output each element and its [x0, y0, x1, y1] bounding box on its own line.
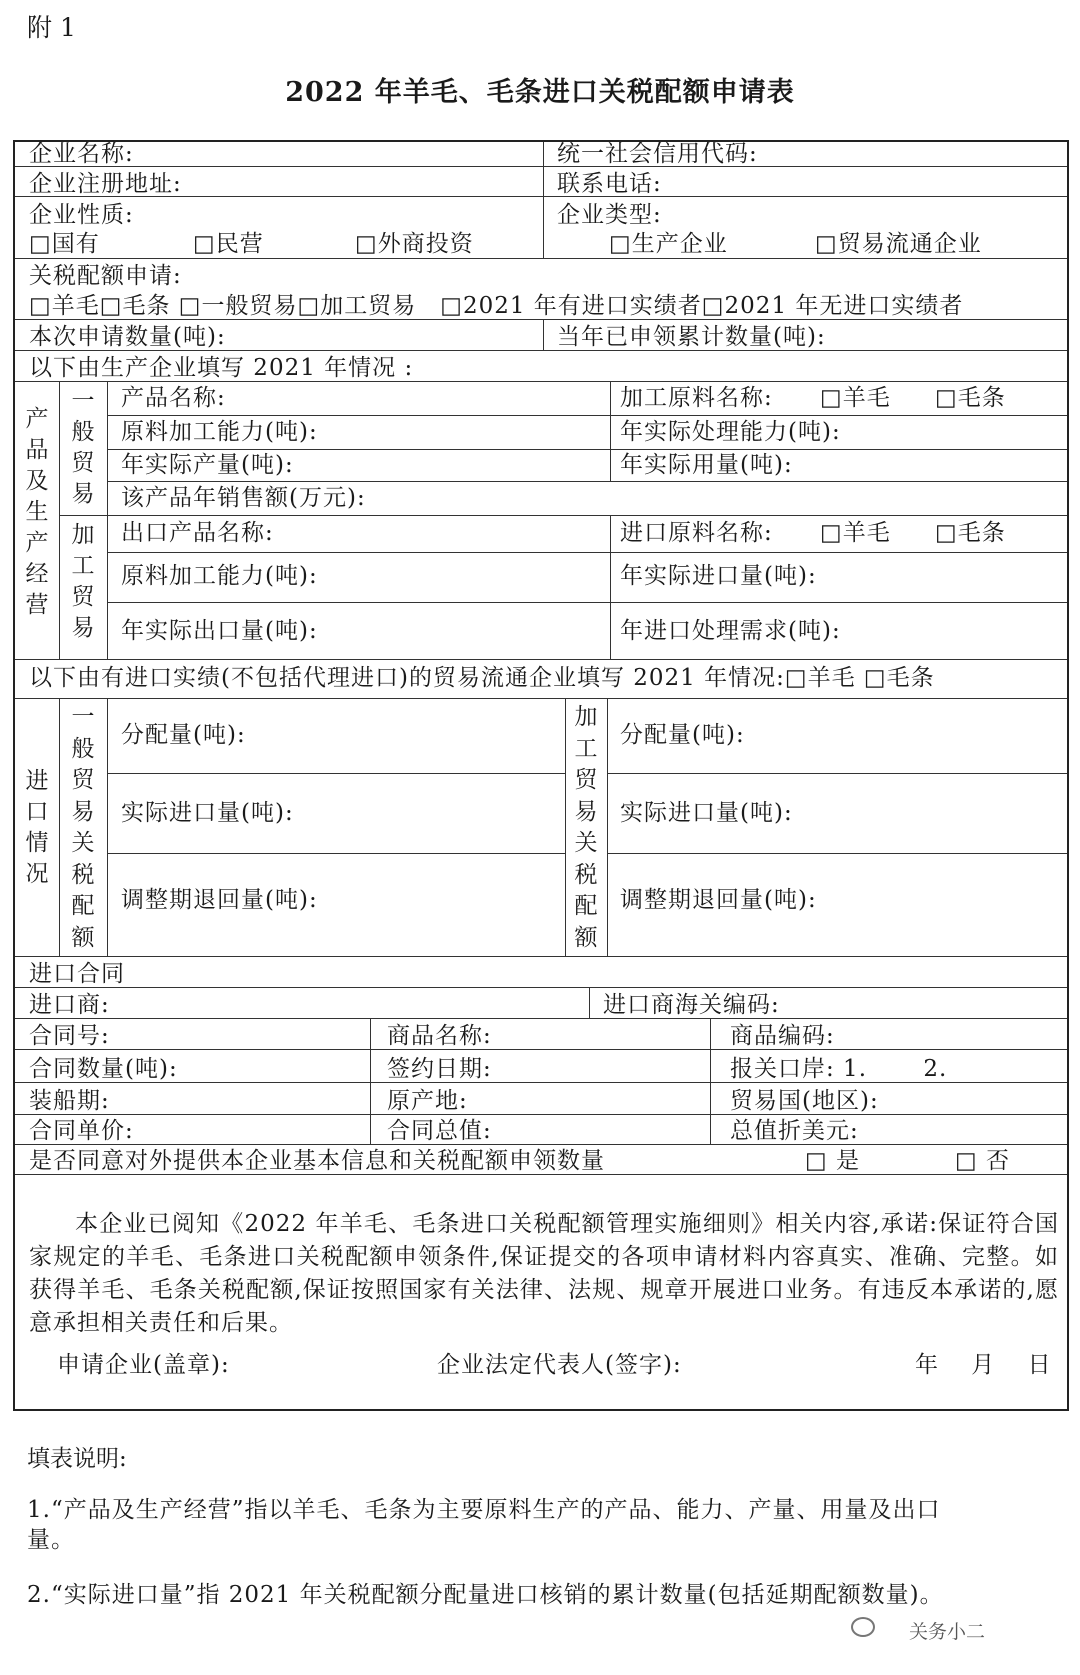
contract-section-label: 进口合同	[29, 961, 125, 987]
shipping-label: 装船期:	[29, 1088, 110, 1114]
apply-qty-label: 本次申请数量(吨):	[29, 324, 226, 350]
processing-trade-label: 加工贸易	[71, 522, 95, 641]
contract-product-code-label: 商品编码:	[730, 1023, 835, 1049]
row-line	[107, 552, 1067, 553]
import-material-opt-top[interactable]: □毛条	[935, 520, 1006, 546]
credit-code-label: 统一社会信用代码:	[557, 141, 758, 167]
legal-rep-signature-label: 企业法定代表人(签字):	[437, 1352, 682, 1378]
contract-no-label: 合同号:	[29, 1023, 110, 1049]
cumulative-qty-label: 当年已申领累计数量(吨):	[557, 324, 826, 350]
col-line	[565, 698, 566, 956]
product-name-label: 产品名称:	[121, 385, 226, 411]
phone-label: 联系电话:	[557, 171, 662, 197]
row-line	[15, 698, 1067, 699]
row-line	[15, 1114, 1067, 1115]
annual-processing-capacity-label: 年实际处理能力(吨):	[620, 419, 841, 445]
row-line	[15, 1174, 1067, 1175]
material-opt-top[interactable]: □毛条	[935, 385, 1006, 411]
contract-product-name-label: 商品名称:	[387, 1023, 492, 1049]
address-label: 企业注册地址:	[29, 171, 182, 197]
col-line	[710, 1018, 711, 1144]
col-line	[607, 698, 608, 956]
usd-value-label: 总值折美元:	[730, 1118, 859, 1144]
processing-actual-import-label: 实际进口量(吨):	[620, 800, 793, 826]
nature-option-private[interactable]: □民营	[193, 231, 264, 257]
trade-intro: 以下由有进口实绩(不包括代理进口)的贸易流通企业填写 2021 年情况:□羊毛 □毛条	[29, 665, 935, 691]
processing-capacity-2-label: 原料加工能力(吨):	[121, 563, 318, 589]
row-line	[15, 1018, 1067, 1019]
form-title: 2022 年羊毛、毛条进口关税配额申请表	[285, 77, 795, 108]
note-1: 1.“产品及生产经营”指以羊毛、毛条为主要原料生产的产品、能力、产量、用量及出口量。	[27, 1497, 941, 1553]
row-line	[15, 1049, 1067, 1050]
annex-label: 附 1	[27, 13, 76, 42]
row-line	[107, 602, 1067, 603]
consent-question: 是否同意对外提供本企业基本信息和关税配额申领数量	[29, 1148, 605, 1174]
nature-label: 企业性质:	[29, 202, 134, 228]
enterprise-name-label: 企业名称:	[29, 141, 134, 167]
importer-code-label: 进口商海关编码:	[603, 992, 780, 1018]
row-line	[107, 449, 1067, 450]
total-value-label: 合同总值:	[387, 1118, 492, 1144]
production-intro: 以下由生产企业填写 2021 年情况 :	[29, 355, 414, 381]
application-form	[13, 140, 1069, 1411]
col-line	[107, 698, 108, 956]
consent-yes-checkbox[interactable]: □ 是	[805, 1148, 861, 1174]
port-label: 报关口岸: 1. 2.	[730, 1056, 948, 1082]
general-trade-label: 一般贸易	[71, 388, 95, 507]
type-option-production[interactable]: □生产企业	[609, 231, 728, 257]
annual-usage-label: 年实际用量(吨):	[620, 452, 793, 478]
processing-capacity-label: 原料加工能力(吨):	[121, 419, 318, 445]
general-actual-import-label: 实际进口量(吨):	[121, 800, 294, 826]
signature-date: 年 月 日	[915, 1352, 1052, 1378]
col-line	[370, 1018, 371, 1144]
row-line	[107, 853, 565, 854]
row-line	[15, 166, 1067, 167]
row-line	[15, 1082, 1067, 1083]
note-2: 2.“实际进口量”指 2021 年关税配额分配量进口核销的累计数量(包括延期配额数量)。	[27, 1582, 944, 1608]
watermark-text: 关务小二	[908, 1621, 985, 1643]
col-line	[543, 319, 544, 350]
col-line	[589, 987, 590, 1018]
general-returned-label: 调整期退回量(吨):	[121, 887, 318, 913]
general-allocation-label: 分配量(吨):	[121, 722, 246, 748]
quota-options[interactable]: □羊毛□毛条 □一般贸易□加工贸易 □2021 年有进口实绩者□2021 年无进口实绩者	[29, 293, 964, 319]
row-line	[107, 481, 1067, 482]
import-side-label: 进口情况	[25, 768, 49, 887]
processing-returned-label: 调整期退回量(吨):	[620, 887, 817, 913]
annual-output-label: 年实际产量(吨):	[121, 452, 294, 478]
production-side-label: 产品及生产经营	[25, 406, 49, 618]
col-line	[543, 142, 544, 258]
type-label: 企业类型:	[557, 202, 662, 228]
import-material-name-label: 进口原料名称:	[620, 520, 773, 546]
unit-price-label: 合同单价:	[29, 1118, 134, 1144]
material-opt-wool[interactable]: □羊毛	[820, 385, 891, 411]
row-line	[15, 987, 1067, 988]
row-line	[15, 258, 1067, 259]
processing-allocation-label: 分配量(吨):	[620, 722, 745, 748]
col-line	[610, 381, 611, 481]
export-product-name-label: 出口产品名称:	[121, 520, 274, 546]
quota-label: 关税配额申请:	[29, 263, 182, 289]
annual-import-demand-label: 年进口处理需求(吨):	[620, 618, 841, 644]
row-line	[607, 773, 1067, 774]
processing-quota-label: 加工贸易关税配额	[574, 704, 598, 951]
import-material-opt-wool[interactable]: □羊毛	[820, 520, 891, 546]
row-line	[15, 659, 1067, 660]
row-line	[15, 956, 1067, 957]
row-line	[15, 1144, 1067, 1145]
contract-quantity-label: 合同数量(吨):	[29, 1056, 178, 1082]
material-name-label: 加工原料名称:	[620, 385, 773, 411]
annual-sales-label: 该产品年销售额(万元):	[121, 485, 366, 511]
row-line	[15, 381, 1067, 382]
annual-import-label: 年实际进口量(吨):	[620, 563, 817, 589]
row-line	[107, 773, 565, 774]
wechat-icon	[851, 1617, 875, 1637]
annual-export-label: 年实际出口量(吨):	[121, 618, 318, 644]
row-line	[607, 853, 1067, 854]
row-line	[59, 515, 1067, 516]
col-line	[59, 698, 60, 956]
col-line	[610, 515, 611, 659]
applicant-seal-label: 申请企业(盖章):	[57, 1352, 230, 1378]
origin-label: 原产地:	[387, 1088, 468, 1114]
type-option-trade[interactable]: □贸易流通企业	[815, 231, 982, 257]
row-line	[15, 350, 1067, 351]
importer-label: 进口商:	[29, 992, 110, 1018]
notes-heading: 填表说明:	[27, 1446, 127, 1472]
general-quota-label: 一般贸易关税配额	[71, 704, 95, 951]
trade-country-label: 贸易国(地区):	[730, 1088, 879, 1114]
sign-date-label: 签约日期:	[387, 1056, 492, 1082]
row-line	[107, 415, 1067, 416]
nature-option-state[interactable]: □国有	[29, 231, 100, 257]
row-line	[15, 319, 1067, 320]
consent-no-checkbox[interactable]: □ 否	[955, 1148, 1011, 1174]
col-line	[107, 381, 108, 659]
commitment-paragraph: 本企业已阅知《2022 年羊毛、毛条进口关税配额管理实施细则》相关内容,承诺:保证符合国家规定的羊毛、毛条进口关税配额申领条件,保证提交的各项申请材料内容真实、准确、完整。如获得羊毛、毛条关税配额,保证按照国家有关法律、法规、规章开展进口业务。有违反本承诺的,愿意承担相关责任和后果。	[29, 1211, 1059, 1336]
col-line	[59, 381, 60, 659]
nature-option-foreign[interactable]: □外商投资	[355, 231, 474, 257]
